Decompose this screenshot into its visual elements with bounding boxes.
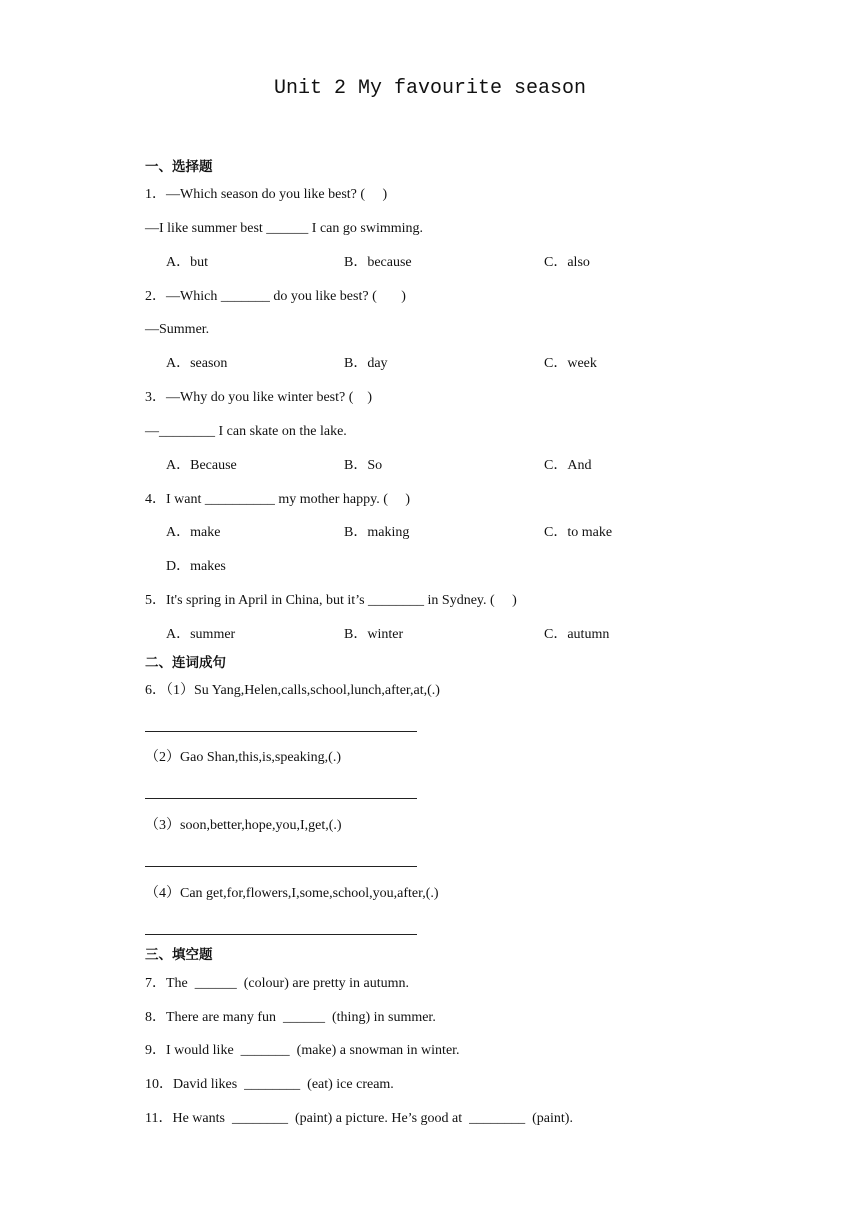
question-4-option-d: D．makes bbox=[166, 559, 226, 574]
answer-line-6-4 bbox=[145, 934, 417, 935]
question-10: 10．David likes ________ (eat) ice cream. bbox=[145, 1077, 394, 1092]
question-4-option-a: A．make bbox=[166, 525, 221, 540]
section-heading-fill-blank: 三、填空题 bbox=[145, 947, 213, 963]
question-3-option-c: C．And bbox=[544, 458, 592, 473]
question-5-option-c: C．autumn bbox=[544, 627, 610, 642]
section-heading-sentence-building: 二、连词成句 bbox=[145, 655, 226, 671]
question-5-option-b: B．winter bbox=[344, 627, 404, 642]
question-11: 11．He wants ________ (paint) a picture. He’s good at ________ (paint). bbox=[145, 1111, 573, 1126]
question-2-option-b: B．day bbox=[344, 356, 388, 371]
question-2-option-c: C．week bbox=[544, 356, 597, 371]
question-6-part-1: 6．（1）Su Yang,Helen,calls,school,lunch,after,at,(.) bbox=[145, 683, 440, 698]
answer-line-6-2 bbox=[145, 798, 417, 799]
question-2-option-a: A．season bbox=[166, 356, 228, 371]
question-6-part-2: （2）Gao Shan,this,is,speaking,(.) bbox=[145, 750, 341, 765]
question-7: 7．The ______ (colour) are pretty in autumn. bbox=[145, 976, 409, 991]
answer-line-6-1 bbox=[145, 731, 417, 732]
question-3-option-a: A．Because bbox=[166, 458, 237, 473]
page-title: Unit 2 My favourite season bbox=[273, 77, 587, 100]
question-1-option-b: B．because bbox=[344, 255, 412, 270]
question-4-option-b: B．making bbox=[344, 525, 410, 540]
question-5-stem: 5．It's spring in April in China, but it’s ________ in Sydney. ( ) bbox=[145, 593, 517, 608]
question-1-stem: 1．—Which season do you like best? ( ) bbox=[145, 187, 388, 202]
question-1-option-a: A．but bbox=[166, 255, 208, 270]
question-5-option-a: A．summer bbox=[166, 627, 236, 642]
question-2-stem: 2．—Which _______ do you like best? ( ) bbox=[145, 289, 406, 304]
question-4-stem: 4．I want __________ my mother happy. ( ) bbox=[145, 492, 411, 507]
question-3-option-b: B．So bbox=[344, 458, 383, 473]
question-3-line2: —________ I can skate on the lake. bbox=[145, 424, 347, 439]
question-9: 9．I would like _______ (make) a snowman in winter. bbox=[145, 1043, 460, 1058]
section-heading-choice: 一、选择题 bbox=[145, 159, 213, 175]
question-6-part-3: （3）soon,better,hope,you,I,get,(.) bbox=[145, 818, 342, 833]
question-4-option-c: C．to make bbox=[544, 525, 613, 540]
question-1-option-c: C．also bbox=[544, 255, 590, 270]
question-2-line2: —Summer. bbox=[145, 322, 210, 337]
question-1-line2: —I like summer best ______ I can go swimming. bbox=[145, 221, 424, 236]
question-3-stem: 3．—Why do you like winter best? ( ) bbox=[145, 390, 373, 405]
question-6-part-4: （4）Can get,for,flowers,I,some,school,you,after,(.) bbox=[145, 886, 439, 901]
question-8: 8．There are many fun ______ (thing) in summer. bbox=[145, 1010, 436, 1025]
answer-line-6-3 bbox=[145, 866, 417, 867]
